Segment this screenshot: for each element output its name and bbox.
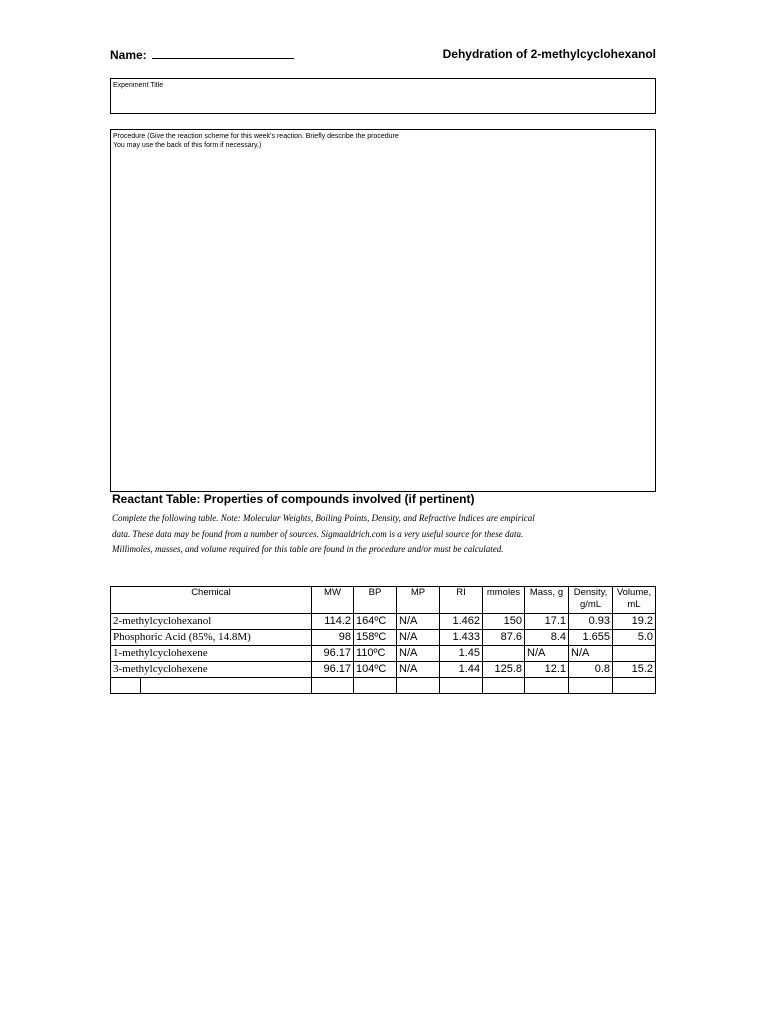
- cell-chemical[interactable]: 1-methylcyclohexene: [111, 646, 312, 662]
- table-row: [111, 662, 656, 678]
- cell-empty-mp[interactable]: [397, 678, 440, 694]
- cell-bp[interactable]: 164ºC: [354, 614, 397, 630]
- cell-mp[interactable]: N/A: [397, 646, 440, 662]
- cell-bp[interactable]: 104ºC: [354, 662, 397, 678]
- cell-ri[interactable]: 1.45: [440, 646, 483, 662]
- name-label: Name:: [110, 48, 147, 62]
- experiment-title-box[interactable]: [110, 78, 656, 114]
- cell-density[interactable]: 0.8: [569, 662, 613, 678]
- cell-empty-volume[interactable]: [613, 678, 656, 694]
- document-title: Dehydration of 2-methylcyclohexanol: [442, 47, 656, 61]
- cell-mmoles[interactable]: 150: [483, 614, 525, 630]
- cell-volume[interactable]: 15.2: [613, 662, 656, 678]
- cell-mp[interactable]: N/A: [397, 614, 440, 630]
- reactant-table-note: [112, 511, 632, 558]
- procedure-label-line-1: Procedure (Give the reaction scheme for this week's reaction. Briefly describe the procedure: [113, 133, 399, 140]
- cell-empty-density[interactable]: [569, 678, 613, 694]
- cell-empty-mw[interactable]: [312, 678, 354, 694]
- cell-empty-chemical[interactable]: [141, 678, 312, 694]
- cell-chemical[interactable]: 2-methylcyclohexanol: [111, 614, 312, 630]
- cell-mw[interactable]: 98: [312, 630, 354, 646]
- cell-mass[interactable]: 17.1: [525, 614, 569, 630]
- cell-mw[interactable]: 96.17: [312, 646, 354, 662]
- cell-mass[interactable]: N/A: [525, 646, 569, 662]
- reactant-table: [110, 586, 656, 694]
- header-volume: Volume, mL: [613, 587, 656, 614]
- procedure-label-line-2: You may use the back of this form if necessary.): [113, 142, 262, 149]
- name-blank-line[interactable]: [152, 47, 294, 59]
- procedure-box[interactable]: [110, 129, 656, 492]
- cell-ri[interactable]: 1.44: [440, 662, 483, 678]
- cell-empty-bp[interactable]: [354, 678, 397, 694]
- header-mmoles: mmoles: [483, 587, 525, 614]
- cell-empty-mmoles[interactable]: [483, 678, 525, 694]
- name-field[interactable]: [110, 47, 294, 62]
- cell-mmoles[interactable]: [483, 646, 525, 662]
- cell-empty-index[interactable]: [111, 678, 141, 694]
- header-ri: RI: [440, 587, 483, 614]
- cell-bp[interactable]: 158ºC: [354, 630, 397, 646]
- table-row: [111, 614, 656, 630]
- cell-empty-ri[interactable]: [440, 678, 483, 694]
- cell-mw[interactable]: 114.2: [312, 614, 354, 630]
- table-header-row: [111, 587, 656, 614]
- cell-volume[interactable]: 19.2: [613, 614, 656, 630]
- cell-mass[interactable]: 12.1: [525, 662, 569, 678]
- procedure-label: [111, 130, 655, 150]
- cell-chemical[interactable]: Phosphoric Acid (85%, 14.8M): [111, 630, 312, 646]
- header-mass: Mass, g: [525, 587, 569, 614]
- cell-mass[interactable]: 8.4: [525, 630, 569, 646]
- cell-bp[interactable]: 110ºC: [354, 646, 397, 662]
- note-line-1: Complete the following table. Note: Molecular Weights, Boiling Points, Density, and Refractive Indices are empirical: [112, 513, 535, 523]
- cell-volume[interactable]: [613, 646, 656, 662]
- reactant-table-heading: Reactant Table: Properties of compounds involved (if pertinent): [112, 492, 475, 506]
- table-row: [111, 630, 656, 646]
- cell-volume[interactable]: 5.0: [613, 630, 656, 646]
- cell-mp[interactable]: N/A: [397, 662, 440, 678]
- cell-mw[interactable]: 96.17: [312, 662, 354, 678]
- header-mw: MW: [312, 587, 354, 614]
- table-row-empty: [111, 678, 656, 694]
- cell-ri[interactable]: 1.433: [440, 630, 483, 646]
- note-line-3: Millimoles, masses, and volume required for this table are found in the procedure and/or must be calculated.: [112, 544, 504, 554]
- header-density: Density, g/mL: [569, 587, 613, 614]
- cell-density[interactable]: 1.655: [569, 630, 613, 646]
- cell-mp[interactable]: N/A: [397, 630, 440, 646]
- cell-chemical[interactable]: 3-methylcyclohexene: [111, 662, 312, 678]
- cell-empty-mass[interactable]: [525, 678, 569, 694]
- note-line-2: data. These data may be found from a number of sources. Sigmaaldrich.com is a very useful source for these data.: [112, 528, 524, 539]
- header-chemical: Chemical: [111, 587, 312, 614]
- cell-density[interactable]: N/A: [569, 646, 613, 662]
- cell-density[interactable]: 0.93: [569, 614, 613, 630]
- cell-mmoles[interactable]: 87.6: [483, 630, 525, 646]
- experiment-title-label: Experiment Title: [113, 82, 164, 89]
- header-mp: MP: [397, 587, 440, 614]
- cell-mmoles[interactable]: 125.8: [483, 662, 525, 678]
- table-row: [111, 646, 656, 662]
- header-bp: BP: [354, 587, 397, 614]
- cell-ri[interactable]: 1.462: [440, 614, 483, 630]
